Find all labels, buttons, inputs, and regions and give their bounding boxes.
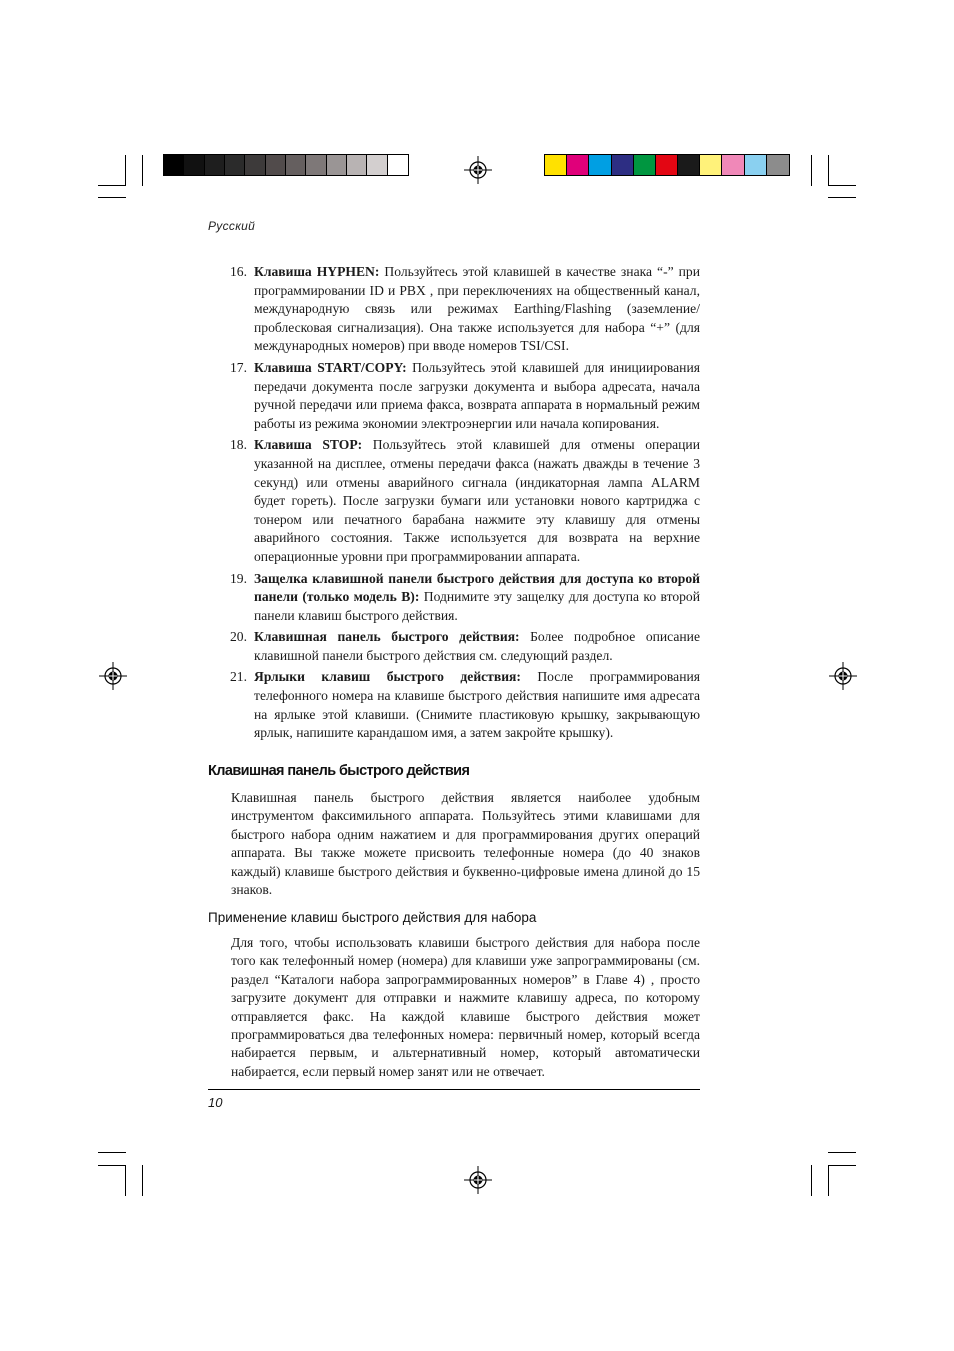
color-swatch — [164, 155, 184, 175]
color-swatch — [656, 155, 678, 175]
list-item — [230, 668, 700, 742]
color-swatch — [347, 155, 367, 175]
registration-mark-icon — [464, 1166, 492, 1194]
crop-mark — [98, 185, 126, 186]
crop-mark — [828, 185, 856, 186]
gray-calibration-bar — [163, 154, 409, 176]
registration-mark-icon — [829, 662, 857, 690]
color-swatch — [388, 155, 408, 175]
item-text: Пользуйтесь этой клавишей в качестве знака “-” при программировании ID и PBX , при переключениях на общественный канал, международную связь или режимах Earthing/Flashing (заземление/ проблесковая сигнализация). Она также используется для набора “+” (для международных номеров) при вводе номеров TSI/CSI. — [254, 264, 700, 354]
language-header: Русский — [208, 219, 256, 233]
color-swatch — [184, 155, 204, 175]
section-paragraph: Клавишная панель быстрого действия является наиболее удобным инструментом факсимильного аппарата. Пользуйтесь этими клавишами для быстрого набора одним нажатием и для программирования других операций аппарата. Вы также можете присвоить телефонные номера (до 40 знаков каждый) клавише быстрого действия и буквенно-цифровые имена длиной до 15 знаков. — [231, 790, 700, 898]
item-number: 21. — [230, 669, 247, 685]
crop-mark — [142, 1165, 143, 1196]
color-swatch — [612, 155, 634, 175]
footer-rule — [208, 1089, 700, 1090]
item-number: 19. — [230, 570, 247, 586]
list-item — [230, 359, 700, 433]
item-title: Клавиша HYPHEN: — [254, 264, 380, 279]
item-title: Клавиша START/COPY: — [254, 359, 407, 375]
crop-mark — [811, 1165, 812, 1196]
color-swatch — [367, 155, 387, 175]
color-swatch — [225, 155, 245, 175]
crop-mark — [828, 1165, 856, 1166]
crop-mark — [125, 155, 126, 186]
item-number: 18. — [230, 437, 247, 453]
list-item — [230, 570, 700, 626]
color-swatch — [545, 155, 567, 175]
item-text: Пользуйтесь этой клавишей для отмены операции указанной на дисплее, отмены передачи факса (нажать дважды в течение 3 секунд) или отмены аварийного сигнала (индикаторная лампа ALARM будет гореть). После загрузки бумаги или установки нового картриджа с тонером или печатного барабана нажмите эту клавишу для отмены аварийного состояния. Также используется для возврата на верхние операционные уровни при программировании аппарата. — [254, 437, 700, 564]
item-number: 20. — [230, 629, 247, 645]
crop-mark — [828, 155, 829, 186]
crop-mark — [98, 1165, 126, 1166]
crop-mark — [98, 1152, 126, 1153]
color-swatch — [634, 155, 656, 175]
color-swatch — [245, 155, 265, 175]
page-number: 10 — [208, 1095, 223, 1110]
subsection-heading: Применение клавиш быстрого действия для набора — [208, 910, 537, 925]
item-title: Ярлыки клавиш быстрого действия: — [254, 669, 521, 685]
item-text: После программирования телефонного номера на клавише быстрого действия напишите имя адресата на ярлыке этой клавиши. (Снимите пластиковую крышку, закрывающую ярлык, напишите карандашом имя, а затем закройте крышку). — [254, 669, 701, 741]
color-swatch — [205, 155, 225, 175]
color-swatch — [722, 155, 744, 175]
item-title: Клавиша STOP: — [254, 437, 363, 453]
item-number: 16. — [230, 264, 247, 279]
item-title: Защелка клавишной панели быстрого действия для доступа ко второй панели (только модель B): — [254, 570, 700, 605]
color-swatch — [327, 155, 347, 175]
section-heading: Клавишная панель быстрого действия — [208, 763, 470, 779]
color-swatch — [286, 155, 306, 175]
key-description-list — [230, 263, 700, 746]
color-swatch — [589, 155, 611, 175]
crop-mark — [98, 197, 126, 198]
list-item — [230, 436, 700, 566]
list-item — [230, 263, 700, 356]
registration-mark-icon — [464, 156, 492, 184]
crop-mark — [125, 1165, 126, 1196]
crop-mark — [811, 155, 812, 186]
color-swatch — [306, 155, 326, 175]
crop-mark — [828, 1152, 856, 1153]
color-swatch — [567, 155, 589, 175]
color-swatch — [767, 155, 789, 175]
crop-mark — [828, 1165, 829, 1196]
color-calibration-bar — [544, 154, 790, 176]
item-title: Клавишная панель быстрого действия: — [254, 629, 520, 645]
list-item — [230, 628, 700, 665]
color-swatch — [700, 155, 722, 175]
crop-mark — [828, 197, 856, 198]
item-text: Более подробное описание клавишной панели быстрого действия см. следующий раздел. — [254, 629, 700, 663]
crop-mark — [142, 155, 143, 186]
item-text: Пользуйтесь этой клавишей для инициирования передачи документа после загрузки документа и выбора адресата, начала ручной передачи или приема факса, возврата аппарата в нормальный режим работы из режима экономии электроэнергии или начала копирования. — [254, 359, 700, 431]
item-number: 17. — [230, 359, 247, 375]
item-text: Поднимите эту защелку для доступа ко второй панели клавиш быстрого действия. — [254, 589, 701, 623]
color-swatch — [266, 155, 286, 175]
color-swatch — [745, 155, 767, 175]
color-swatch — [678, 155, 700, 175]
registration-mark-icon — [99, 662, 127, 690]
subsection-paragraph: Для того, чтобы использовать клавиши быстрого действия для набора после того как телефонный номер (номера) для клавиши уже запрограммированы (см. раздел “Каталоги набора запрограммированных номеров” в Главе 4) , просто загрузите документ для отправки и нажмите клавишу адреса, по которому отправляется факс. На каждой клавише быстрого действия может программироваться два телефонных номера: первичный номер, который всегда набирается первым, и альтернативный номер, который автоматически набирается, если первый номер занят или не отвечает. — [231, 935, 700, 1079]
